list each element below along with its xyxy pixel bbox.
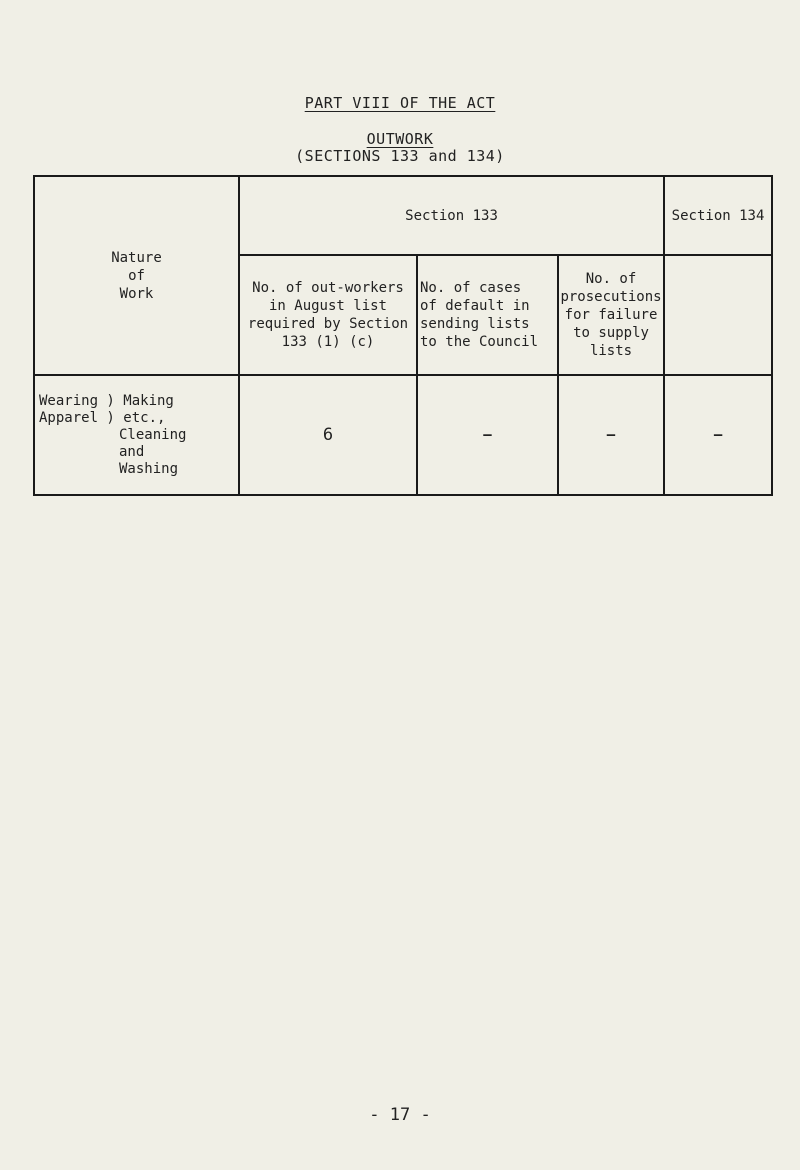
default-cases-header: No. of cases of default in sending lists to the Council (417, 255, 558, 375)
prosecutions-header: No. of prosecutions for failure to supply lists (558, 255, 664, 375)
outworkers-header: No. of out-workers in August list required by Section 133 (1) (c) (239, 255, 417, 375)
prosecutions-value: – (558, 375, 664, 495)
outwork-table (33, 175, 773, 496)
outworkers-value: 6 (239, 375, 417, 495)
table-row (34, 375, 772, 495)
section-134-empty-cell (664, 255, 772, 375)
section-134-value: – (664, 375, 772, 495)
nature-of-work-cell: Wearing ) Making Apparel ) etc., Cleaning and Washing (34, 375, 239, 495)
sections-reference: (SECTIONS 133 and 134) (295, 147, 505, 165)
page-number: - 17 - (369, 1105, 431, 1125)
section-133-header: Section 133 (239, 176, 664, 255)
nature-of-work-header: Nature of Work (34, 176, 239, 375)
part-heading: PART VIII OF THE ACT (304, 94, 496, 112)
section-134-header: Section 134 (664, 176, 772, 255)
default-cases-value: – (417, 375, 558, 495)
section-title: OUTWORK (366, 130, 434, 148)
